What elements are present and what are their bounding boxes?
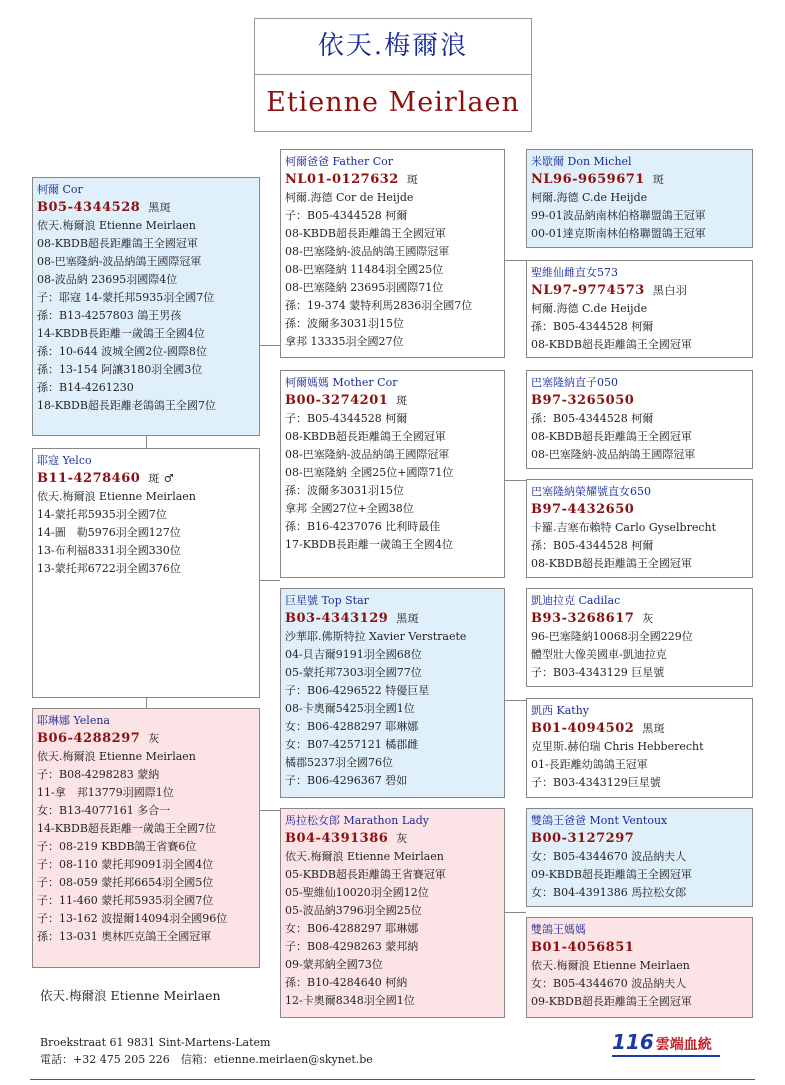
- achievement-line: 05-波品納3796羽全國25位: [285, 904, 422, 917]
- pigeon-name: 凱西 Kathy: [531, 704, 589, 717]
- feather-color: 灰: [396, 832, 408, 845]
- achievement-line: 拿邦 全國27位+全國38位: [285, 502, 414, 515]
- achievement-line: 08-KBDB超長距離鴿王全國冠軍: [531, 338, 692, 351]
- achievement-line: 柯爾.海德 C.de Heijde: [531, 191, 648, 204]
- achievement-line: 08-巴塞隆納 11484羽全國25位: [285, 263, 444, 276]
- achievement-line: 孫：19-374 蒙特利馬2836羽全國7位: [285, 299, 473, 312]
- pigeon-name: 耶琳娜 Yelena: [37, 714, 110, 727]
- ring-number: NL01-0127632: [285, 172, 399, 187]
- ring-number: B93-3268617: [531, 611, 635, 626]
- achievement-line: 子：08-059 蒙托邦6654羽全國5位: [37, 876, 214, 889]
- achievement-line: 女：B13-4077161 多合一: [37, 804, 171, 817]
- achievement-line: 女：B05-4344670 波品納夫人: [531, 977, 687, 990]
- pigeon-name: 聖維仙雌直女573: [531, 266, 618, 279]
- bottom-divider: [30, 1079, 755, 1080]
- achievement-line: 柯爾.海德 C.de Heijde: [531, 302, 648, 315]
- achievement-line: 14-圖 勒5976羽全國127位: [37, 526, 181, 539]
- achievement-line: 13-蒙托邦6722羽全國376位: [37, 562, 181, 575]
- feather-color: 斑: [652, 173, 665, 186]
- pigeon-name: 柯爾 Cor: [37, 183, 83, 196]
- achievement-line: 子：B08-4298283 蒙納: [37, 768, 160, 781]
- achievement-line: 子：B05-4344528 柯爾: [285, 412, 408, 425]
- achievement-line: 子：耶寇 14-蒙托邦5935羽全國7位: [37, 291, 215, 304]
- pedigree-card[interactable]: [526, 149, 753, 248]
- achievement-line: 卡羅.吉塞布賴特 Carlo Gyselbrecht: [531, 521, 717, 534]
- achievement-line: 14-KBDB超長距離一歲鴿王全國7位: [37, 822, 216, 835]
- achievement-line: 孫：B13-4257803 鴿王男孩: [37, 309, 182, 322]
- pigeon-name: 馬拉松女郎 Marathon Lady: [285, 814, 429, 827]
- achievement-line: 08-KBDB超長距離鴿王全國冠軍: [531, 430, 692, 443]
- achievement-line: 08-波品納 23695羽國際4位: [37, 273, 178, 286]
- achievement-line: 女：B06-4288297 耶琳娜: [285, 922, 419, 935]
- achievement-line: 孫：B05-4344528 柯爾: [531, 412, 654, 425]
- ring-number: NL96-9659671: [531, 172, 645, 187]
- connector: [146, 698, 147, 708]
- achievement-line: 12-卡奧爾8348羽全國1位: [285, 994, 415, 1007]
- achievement-line: 08-卡奧爾5425羽全國1位: [285, 702, 415, 715]
- achievement-line: 子：B06-4296522 特優巨星: [285, 684, 430, 697]
- pedigree-card[interactable]: [280, 808, 505, 1018]
- pedigree-card[interactable]: [526, 917, 753, 1018]
- connector: [259, 810, 280, 811]
- breeder-name-cn: 依天.梅爾浪: [255, 19, 531, 75]
- pedigree-card[interactable]: [526, 808, 753, 907]
- site-logo[interactable]: [612, 1030, 712, 1056]
- achievement-line: 子：13-162 波提爾14094羽全國96位: [37, 912, 228, 925]
- achievement-line: 女：B07-4257121 橘郡雌: [285, 738, 419, 751]
- achievement-line: 子：B03-4343129 巨星號: [531, 666, 665, 679]
- ring-number: B97-4432650: [531, 502, 635, 517]
- ring-number: B03-4343129: [285, 611, 389, 626]
- ring-line: [285, 392, 500, 410]
- ring-line: [285, 830, 500, 848]
- achievement-line: 09-KBDB超長距離鴿王全國冠軍: [531, 868, 692, 881]
- achievement-line: 99-01波品納南林伯格聯盟鴿王冠軍: [531, 209, 706, 222]
- pigeon-name: 柯爾爸爸 Father Cor: [285, 155, 394, 168]
- pigeon-name: 雙鴿王爸爸 Mont Ventoux: [531, 814, 668, 827]
- pedigree-card[interactable]: [32, 448, 260, 698]
- achievement-line: 子：B05-4344528 柯爾: [285, 209, 408, 222]
- ring-line: [285, 171, 500, 189]
- ring-line: [37, 730, 255, 748]
- achievement-line: 橘郡5237羽全國76位: [285, 756, 393, 769]
- achievement-line: 孫：波爾多3031羽15位: [285, 317, 404, 330]
- breeder-name-en: Etienne Meirlaen: [266, 87, 520, 118]
- feather-color: 黑白羽: [652, 284, 688, 297]
- achievement-line: 08-KBDB超長距離鴿王全國冠軍: [285, 227, 446, 240]
- logo-text: 雲端血統: [655, 1037, 712, 1053]
- achievement-line: 女：B06-4288297 耶琳娜: [285, 720, 419, 733]
- pedigree-card[interactable]: [280, 370, 505, 578]
- achievement-line: 孫：13-154 阿讓3180羽全國3位: [37, 363, 203, 376]
- feather-color: 黑斑: [642, 722, 666, 735]
- achievement-line: 孫：B05-4344528 柯爾: [531, 320, 654, 333]
- achievement-line: 依天.梅爾浪 Etienne Meirlaen: [37, 490, 196, 503]
- achievement-line: 子：B06-4296367 碧如: [285, 774, 408, 787]
- feather-color: 斑 ♂: [148, 472, 175, 485]
- ring-line: [531, 720, 748, 738]
- feather-color: 黑斑: [148, 201, 172, 214]
- ring-line: [37, 199, 255, 217]
- pedigree-card[interactable]: [526, 260, 753, 358]
- ring-number: B01-4094502: [531, 721, 635, 736]
- connector: [146, 436, 147, 448]
- footer-address: Broekstraat 61 9831 Sint-Martens-Latem: [40, 1036, 271, 1049]
- pedigree-card[interactable]: [280, 588, 505, 798]
- achievement-line: 08-巴塞隆納-波品納鴿王國際冠軍: [285, 245, 450, 258]
- connector: [259, 345, 280, 346]
- achievement-line: 08-KBDB超長距離鴿王全國冠軍: [531, 557, 692, 570]
- achievement-line: 克里斯.赫伯瑞 Chris Hebberecht: [531, 740, 704, 753]
- achievement-line: 01-長距離幼鴿鴿王冠軍: [531, 758, 648, 771]
- achievement-line: 沙華耶.佛斯特拉 Xavier Verstraete: [285, 630, 467, 643]
- ring-line: [531, 501, 748, 519]
- feather-color: 斑: [406, 173, 419, 186]
- achievement-line: 依天.梅爾浪 Etienne Meirlaen: [285, 850, 444, 863]
- pigeon-name: 米歇爾 Don Michel: [531, 155, 632, 168]
- achievement-line: 04-貝吉爾9191羽全國68位: [285, 648, 422, 661]
- ring-number: B11-4278460: [37, 471, 141, 486]
- header: [254, 18, 532, 132]
- achievement-line: 子：08-110 蒙托邦9091羽全國4位: [37, 858, 214, 871]
- pigeon-name: 巨星號 Top Star: [285, 594, 369, 607]
- ring-line: [531, 610, 748, 628]
- ring-number: B04-4391386: [285, 831, 389, 846]
- achievement-line: 孫：波爾多3031羽15位: [285, 484, 404, 497]
- achievement-line: 08-巴塞隆納 全國25位+國際71位: [285, 466, 454, 479]
- achievement-line: 08-KBDB超長距離鴿王全國冠軍: [285, 430, 446, 443]
- achievement-line: 05-蒙托邦7303羽全國77位: [285, 666, 422, 679]
- ring-number: B00-3274201: [285, 393, 389, 408]
- ring-line: [531, 830, 748, 848]
- ring-line: [285, 610, 500, 628]
- ring-line: [531, 939, 748, 957]
- ring-line: [37, 470, 255, 488]
- logo-number: 116: [612, 1030, 654, 1054]
- pedigree-card[interactable]: [526, 588, 753, 687]
- feather-color: 灰: [148, 732, 160, 745]
- achievement-line: 子：B08-4298263 蒙邦納: [285, 940, 419, 953]
- achievement-line: 14-蒙托邦5935羽全國7位: [37, 508, 167, 521]
- ring-number: B06-4288297: [37, 731, 141, 746]
- achievement-line: 96-巴塞隆納10068羽全國229位: [531, 630, 693, 643]
- achievement-line: 體型壯大像美國車-凱迪拉克: [531, 648, 667, 661]
- pedigree-card[interactable]: [280, 149, 505, 358]
- pedigree-card[interactable]: [32, 708, 260, 968]
- feather-color: 灰: [642, 612, 654, 625]
- achievement-line: 09-蒙邦納全國73位: [285, 958, 383, 971]
- connector: [505, 700, 526, 701]
- achievement-line: 05-聖維仙10020羽全國12位: [285, 886, 429, 899]
- connector: [505, 260, 526, 261]
- pigeon-name: 巴塞隆納榮耀號直女650: [531, 485, 651, 498]
- achievement-line: 拿邦 13335羽全國27位: [285, 335, 404, 348]
- achievement-line: 孫：B05-4344528 柯爾: [531, 539, 654, 552]
- ring-line: [531, 392, 748, 410]
- pigeon-name: 耶寇 Yelco: [37, 454, 92, 467]
- ring-number: B97-3265050: [531, 393, 635, 408]
- achievement-line: 11-拿 邦13779羽國際1位: [37, 786, 174, 799]
- pedigree-card[interactable]: [526, 698, 753, 798]
- achievement-line: 08-巴塞隆納-波品納鴿王國際冠軍: [285, 448, 450, 461]
- feather-color: 斑: [396, 394, 408, 407]
- ring-number: NL97-9774573: [531, 283, 645, 298]
- achievement-line: 08-巴塞隆納-波品納鴿王國際冠軍: [531, 448, 696, 461]
- achievement-line: 05-KBDB超長距離鴿王省賽冠軍: [285, 868, 446, 881]
- achievement-line: 17-KBDB長距離一歲鴿王全國4位: [285, 538, 453, 551]
- ring-number: B05-4344528: [37, 200, 141, 215]
- logo-underline: [612, 1055, 720, 1057]
- footer: [40, 1034, 373, 1068]
- achievement-line: 14-KBDB長距離一歲鴿王全國4位: [37, 327, 205, 340]
- achievement-line: 孫：B16-4237076 比利時最佳: [285, 520, 441, 533]
- pigeon-name: 柯爾媽媽 Mother Cor: [285, 376, 398, 389]
- breeder-signature: 依天.梅爾浪 Etienne Meirlaen: [40, 988, 221, 1003]
- achievement-line: 孫：B10-4284640 柯納: [285, 976, 408, 989]
- connector: [505, 912, 526, 913]
- achievement-line: 08-KBDB超長距離鴿王全國冠軍: [37, 237, 198, 250]
- achievement-line: 柯爾.海德 Cor de Heijde: [285, 191, 414, 204]
- achievement-line: 08-巴塞隆納 23695羽國際71位: [285, 281, 444, 294]
- pedigree-card[interactable]: [526, 370, 753, 469]
- pedigree-card[interactable]: [526, 479, 753, 578]
- connector: [259, 580, 280, 581]
- achievement-line: 子：11-460 蒙托邦5935羽全國7位: [37, 894, 214, 907]
- ring-line: [531, 171, 748, 189]
- achievement-line: 18-KBDB超長距離老鴿鴿王全國7位: [37, 399, 216, 412]
- achievement-line: 孫：13-031 奧林匹克鴿王全國冠軍: [37, 930, 212, 943]
- footer-contact: 電話：+32 475 205 226 信箱：etienne.meirlaen@skynet.be: [40, 1053, 373, 1066]
- achievement-line: 女：B05-4344670 波品納夫人: [531, 850, 687, 863]
- achievement-line: 孫：10-644 波城全國2位-國際8位: [37, 345, 207, 358]
- achievement-line: 依天.梅爾浪 Etienne Meirlaen: [37, 750, 196, 763]
- achievement-line: 00-01達克斯南林伯格聯盟鴿王冠軍: [531, 227, 706, 240]
- ring-line: [531, 282, 748, 300]
- pigeon-name: 雙鴿王媽媽: [531, 923, 586, 936]
- achievement-line: 子：08-219 KBDB鴿王省賽6位: [37, 840, 197, 853]
- pigeon-name: 巴塞隆納直子050: [531, 376, 618, 389]
- ring-number: B00-3127297: [531, 831, 635, 846]
- achievement-line: 孫：B14-4261230: [37, 381, 134, 394]
- achievement-line: 子：B03-4343129巨星號: [531, 776, 661, 789]
- connector: [505, 480, 526, 481]
- pigeon-name: 凱迪拉克 Cadilac: [531, 594, 621, 607]
- achievement-line: 08-巴塞隆納-波品納鴿王國際冠軍: [37, 255, 202, 268]
- ring-number: B01-4056851: [531, 940, 635, 955]
- achievement-line: 依天.梅爾浪 Etienne Meirlaen: [37, 219, 196, 232]
- achievement-line: 依天.梅爾浪 Etienne Meirlaen: [531, 959, 690, 972]
- achievement-line: 13-布利福8331羽全國330位: [37, 544, 181, 557]
- feather-color: 黑斑: [396, 612, 420, 625]
- pedigree-card[interactable]: [32, 177, 260, 436]
- achievement-line: 女：B04-4391386 馬拉松女郎: [531, 886, 687, 899]
- achievement-line: 09-KBDB超長距離鴿王全國冠軍: [531, 995, 692, 1008]
